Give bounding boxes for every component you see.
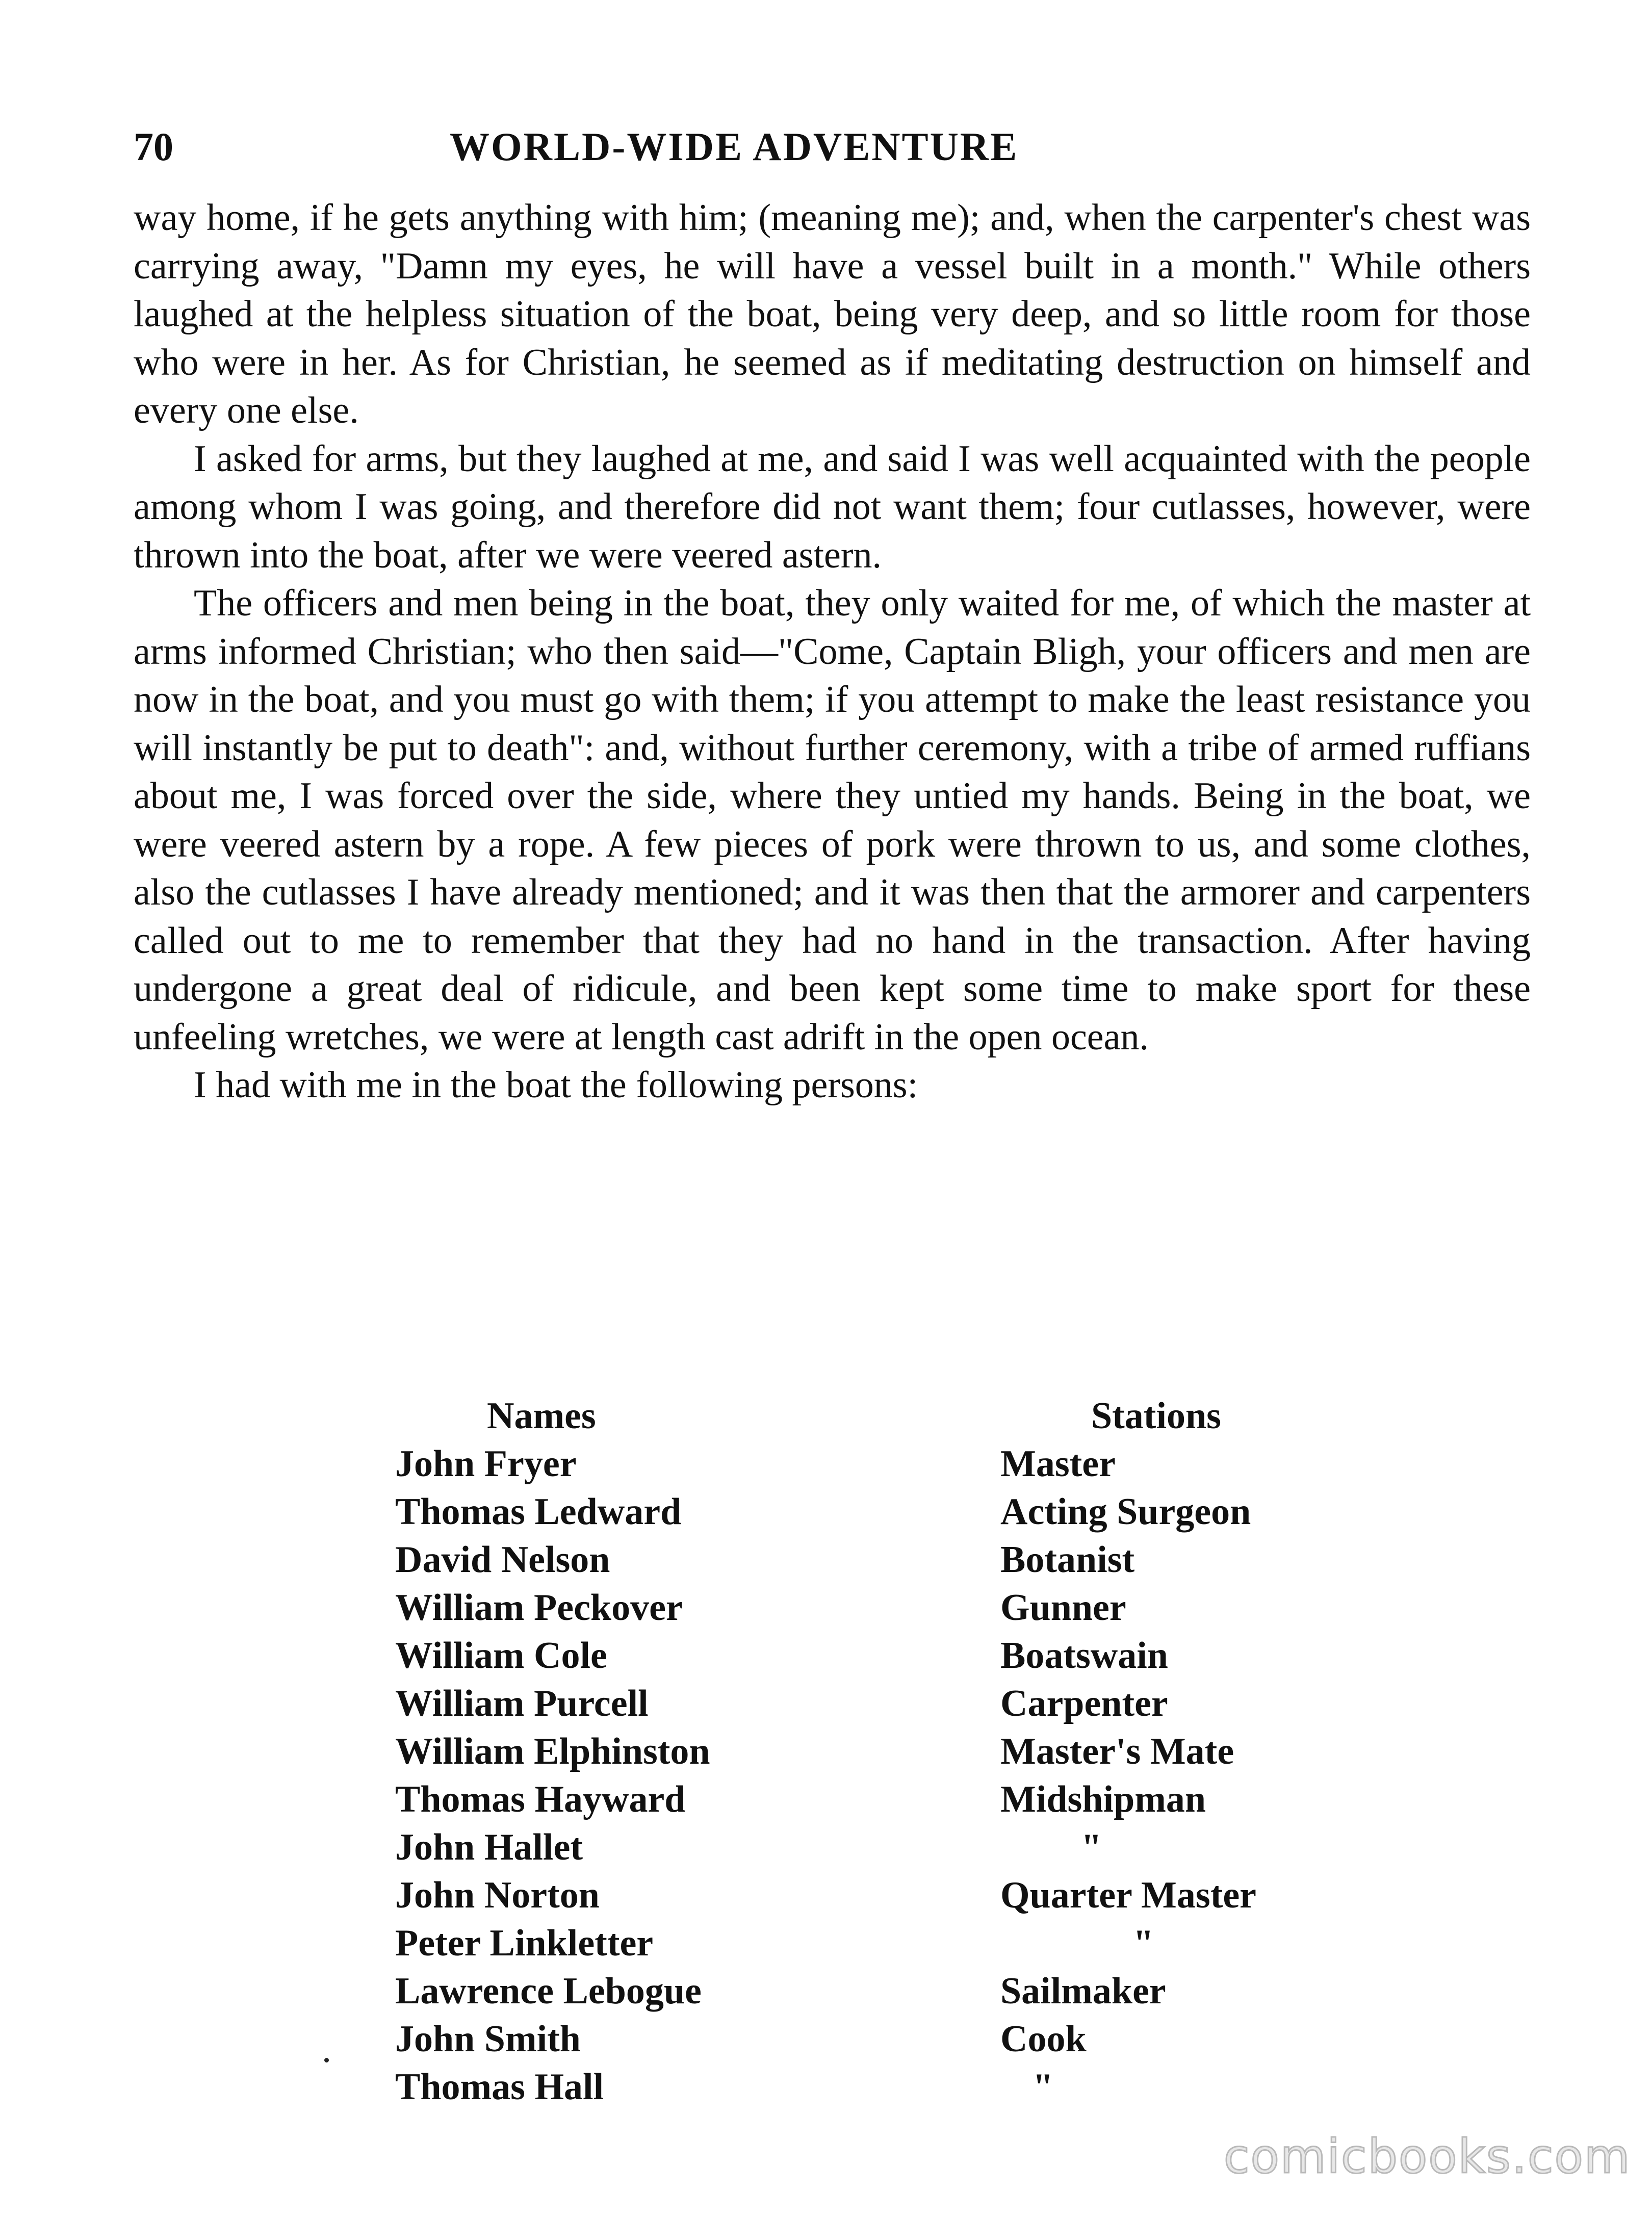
crew-list xyxy=(0,1440,1652,2111)
crew-row xyxy=(0,1871,1652,1919)
crew-row xyxy=(0,1680,1652,1727)
crew-row xyxy=(0,2015,1652,2063)
ditto-mark: " xyxy=(1032,2066,1054,2108)
crew-row xyxy=(0,1727,1652,1775)
crew-station: Cook xyxy=(1000,2018,1087,2060)
crew-name: William Cole xyxy=(395,1635,607,1677)
body-text xyxy=(134,194,1531,1110)
crew-station: Midshipman xyxy=(1000,1778,1206,1820)
paragraph-4: I had with me in the boat the following persons: xyxy=(194,1064,918,1106)
stations-column-header: Stations xyxy=(1091,1395,1221,1437)
crew-name: John Hallet xyxy=(395,1826,583,1868)
crew-name: Peter Linkletter xyxy=(395,1922,654,1964)
crew-station: Quarter Master xyxy=(1000,1874,1257,1916)
crew-name: William Peckover xyxy=(395,1587,683,1629)
book-title: WORLD-WIDE ADVENTURE xyxy=(450,124,1019,169)
crew-name: David Nelson xyxy=(395,1539,610,1581)
crew-name: John Fryer xyxy=(395,1443,577,1485)
crew-station: Boatswain xyxy=(1000,1635,1168,1677)
crew-name: John Norton xyxy=(395,1874,600,1916)
crew-name: Lawrence Lebogue xyxy=(395,1970,702,2012)
running-head xyxy=(134,116,1531,177)
crew-name: Thomas Hall xyxy=(395,2066,604,2108)
crew-station: Gunner xyxy=(1000,1587,1126,1629)
crew-name: William Elphinston xyxy=(395,1731,710,1772)
print-speck xyxy=(324,2058,329,2062)
crew-station: Botanist xyxy=(1000,1539,1135,1581)
watermark: comicbooks.com xyxy=(1224,2129,1631,2184)
ditto-mark: " xyxy=(1133,1922,1154,1964)
crew-name: John Smith xyxy=(395,2018,581,2060)
crew-row xyxy=(0,1919,1652,1967)
paragraph-2: I asked for arms, but they laughed at me, and said I was well acquainted with the people among whom I was going, and therefore did not want them; four cutlasses, however, were thrown into the boat, after we were veered astern. xyxy=(134,437,1531,576)
crew-name: Thomas Ledward xyxy=(395,1491,682,1533)
crew-row xyxy=(0,1775,1652,1823)
crew-row xyxy=(0,2063,1652,2111)
crew-row xyxy=(0,1536,1652,1584)
crew-station: Acting Surgeon xyxy=(1000,1491,1251,1533)
ditto-mark: " xyxy=(1081,1826,1102,1868)
crew-name: William Purcell xyxy=(395,1683,649,1724)
crew-row xyxy=(0,1967,1652,2015)
crew-name: Thomas Hayward xyxy=(395,1778,686,1820)
crew-station: Master xyxy=(1000,1443,1116,1485)
crew-station: Master's Mate xyxy=(1000,1731,1234,1772)
crew-row xyxy=(0,1632,1652,1680)
crew-row xyxy=(0,1823,1652,1871)
names-column-header: Names xyxy=(487,1395,596,1437)
crew-station: Sailmaker xyxy=(1000,1970,1166,2012)
crew-row xyxy=(0,1584,1652,1632)
paragraph-3: The officers and men being in the boat, they only waited for me, of which the master at arms informed Christian; who then said—"Come, Captain Bligh, your officers and men are now in the boat, and you must go with them; if you attempt to make the least resistance you will instantly be put to death": and, without further ceremony, with a tribe of armed ruffians about me, I was forced over the side, where they untied my hands. Being in the boat, we were veered astern by a rope. A few pieces of pork were thrown to us, and some clothes, also the cutlasses I have already mentioned; and it was then that the armorer and carpenters called out to me to remember that they had no hand in the transaction. After having undergone a great deal of ridicule, and been kept some time to make sport for these unfeeling wretches, we were at length cast adrift in the open ocean. xyxy=(134,582,1531,1058)
paragraph-1: way home, if he gets anything with him; (meaning me); and, when the carpenter's chest was carrying away, "Damn my eyes, he will have a vessel built in a month." While others laughed at the helpless situation of the boat, being very deep, and so little room for those who were in her. As for Christian, he seemed as if meditating destruction on himself and every one else. xyxy=(134,197,1531,431)
crew-station: Carpenter xyxy=(1000,1683,1168,1724)
crew-row xyxy=(0,1440,1652,1488)
crew-row xyxy=(0,1488,1652,1536)
page-number: 70 xyxy=(134,124,173,169)
